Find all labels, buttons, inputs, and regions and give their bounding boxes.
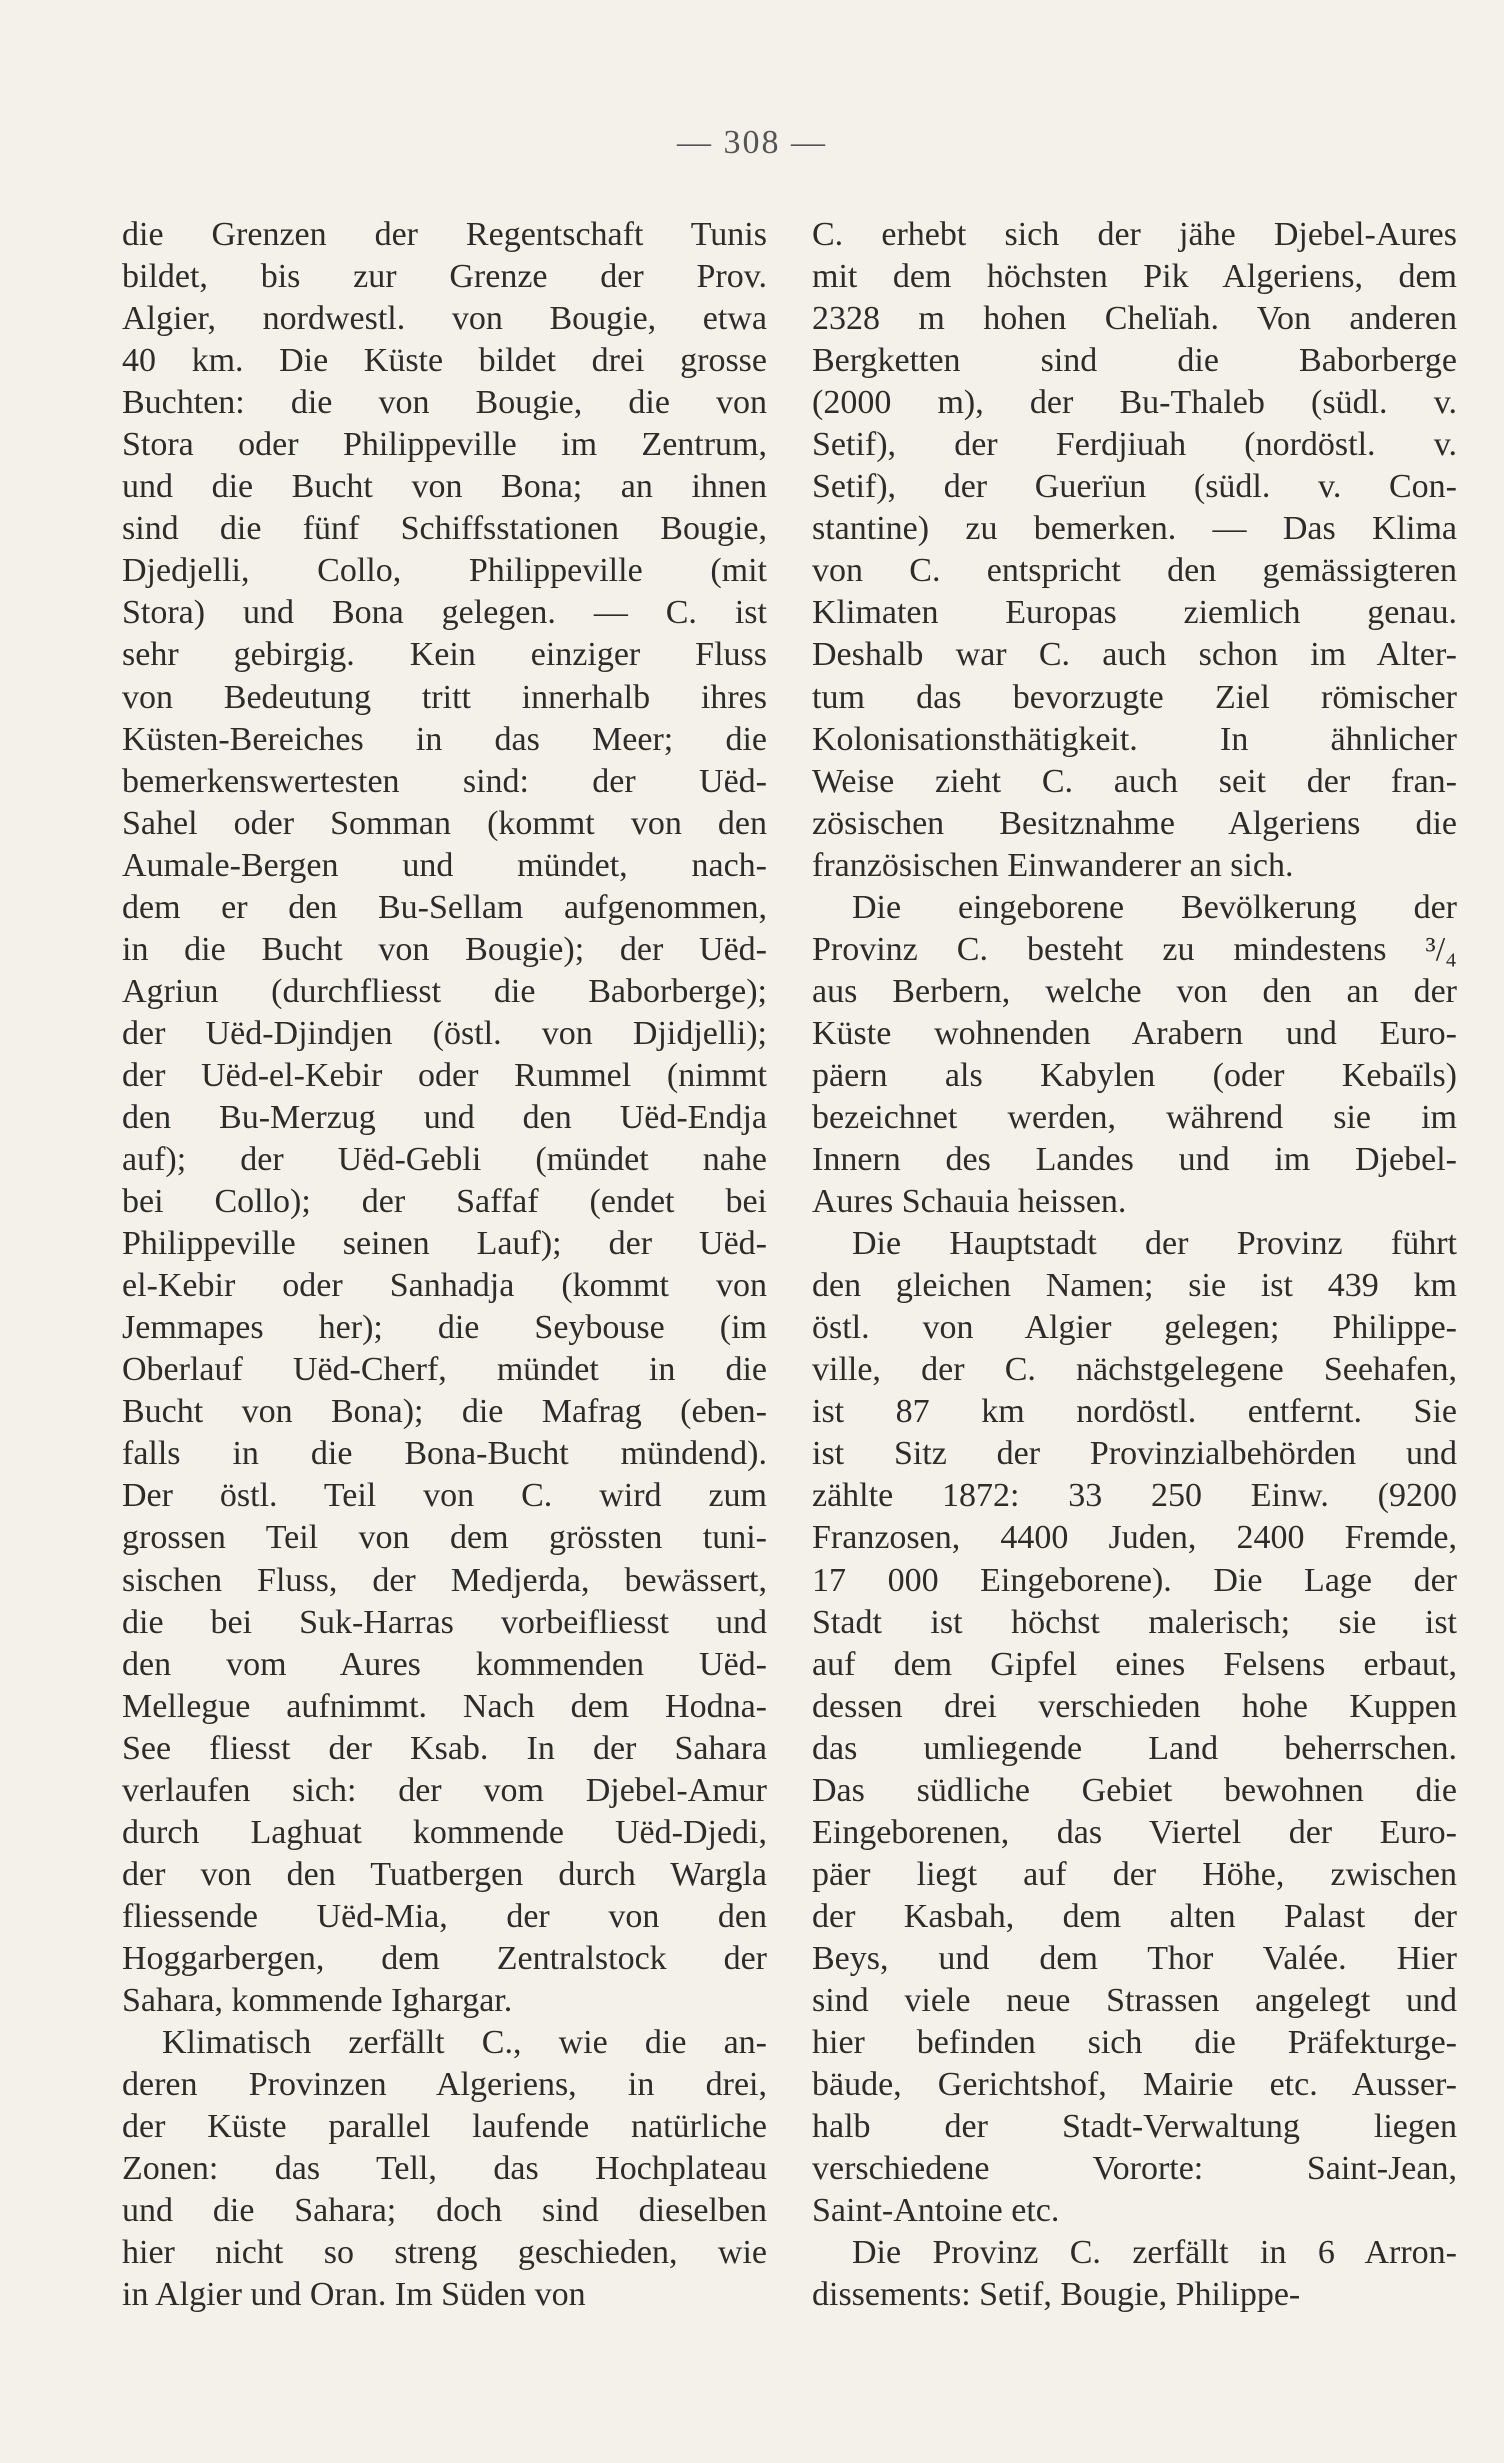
text-line: sind die fünf Schiffsstationen Bougie, [122, 510, 767, 548]
text-line: bildet, bis zur Grenze der Prov. [122, 258, 767, 296]
text-line: el-Kebir oder Sanhadja (kommt von [122, 1267, 767, 1305]
text-line: Das südliche Gebiet bewohnen die [812, 1771, 1457, 1809]
text-line: bezeichnet werden, während sie im [812, 1098, 1457, 1136]
text-line: Sahel oder Somman (kommt von den [122, 804, 767, 842]
text-line: Zonen: das Tell, das Hochplateau [122, 2150, 767, 2188]
text-line: Philippeville seinen Lauf); der Uëd- [122, 1225, 767, 1263]
text-line: Aures Schauia heissen. [812, 1183, 1127, 1221]
text-line: das umliegende Land beherrschen. [812, 1729, 1457, 1767]
text-line: deren Provinzen Algeriens, in drei, [122, 2066, 767, 2104]
text-line: hier nicht so streng geschieden, wie [122, 2234, 767, 2272]
text-line: ville, der C. nächstgelegene Seehafen, [812, 1351, 1457, 1389]
text-line: französischen Einwanderer an sich. [812, 846, 1294, 884]
text-line: den Bu-Merzug und den Uëd-Endja [122, 1098, 767, 1136]
text-line: Stadt ist höchst malerisch; sie ist [812, 1603, 1457, 1641]
text-line: Klimaten Europas ziemlich genau. [812, 594, 1457, 632]
text-line: Oberlauf Uëd-Cherf, mündet in die [122, 1351, 767, 1389]
text-line: der Küste parallel laufende natürliche [122, 2108, 767, 2146]
text-line: auf); der Uëd-Gebli (mündet nahe [122, 1141, 767, 1179]
text-line: Franzosen, 4400 Juden, 2400 Fremde, [812, 1519, 1457, 1557]
text-line: bemerkenswertesten sind: der Uëd- [122, 762, 767, 800]
text-line: Bergketten sind die Baborberge [812, 342, 1457, 380]
text-line: zählte 1872: 33 250 Einw. (9200 [812, 1477, 1457, 1515]
text-line: hier befinden sich die Präfekturge- [812, 2024, 1457, 2062]
text-line: der von den Tuatbergen durch Wargla [122, 1855, 767, 1893]
text-line: ist 87 km nordöstl. entfernt. Sie [812, 1393, 1457, 1431]
text-line: Mellegue aufnimmt. Nach dem Hodna- [122, 1687, 767, 1725]
text-line: ist Sitz der Provinzialbehörden und [812, 1435, 1457, 1473]
text-line: in die Bucht von Bougie); der Uëd- [122, 930, 767, 968]
text-line: tum das bevorzugte Ziel römischer [812, 678, 1457, 716]
text-line: Bucht von Bona); die Mafrag (eben- [122, 1393, 767, 1431]
text-line: 17 000 Eingeborene). Die Lage der [812, 1561, 1457, 1599]
text-line: 40 km. Die Küste bildet drei grosse [122, 342, 767, 380]
text-line: dessen drei verschieden hohe Kuppen [812, 1687, 1457, 1725]
text-line: Küste wohnenden Arabern und Euro- [812, 1014, 1457, 1052]
text-line: Der östl. Teil von C. wird zum [122, 1477, 767, 1515]
text-line: sischen Fluss, der Medjerda, bewässert, [122, 1561, 767, 1599]
text-line: päern als Kabylen (oder Kebaïls) [812, 1056, 1457, 1094]
text-line: verlaufen sich: der vom Djebel-Amur [122, 1771, 767, 1809]
text-line: Innern des Landes und im Djebel- [812, 1141, 1457, 1179]
text-line: Agriun (durchfliesst die Baborberge); [122, 972, 767, 1010]
text-line: Eingeborenen, das Viertel der Euro- [812, 1813, 1457, 1851]
text-line: sehr gebirgig. Kein einziger Fluss [122, 636, 767, 674]
page-number: — 308 — [677, 124, 827, 161]
text-line: die bei Suk-Harras vorbeifliesst und [122, 1603, 767, 1641]
text-line: Setif), der Ferdjiuah (nordöstl. v. [812, 426, 1457, 464]
text-line: 2328 m hohen Chelïah. Von anderen [812, 300, 1457, 338]
text-line: fliessende Uëd-Mia, der von den [122, 1897, 767, 1935]
text-line: Provinz C. besteht zu mindestens ³/₄ [812, 930, 1457, 968]
text-line: grossen Teil von dem grössten tuni- [122, 1519, 767, 1557]
text-line: Klimatisch zerfällt C., wie die an- [162, 2024, 767, 2062]
text-line: dem er den Bu-Sellam aufgenommen, [122, 888, 767, 926]
text-line: und die Sahara; doch sind dieselben [122, 2192, 767, 2230]
text-line: halb der Stadt-Verwaltung liegen [812, 2108, 1457, 2146]
text-line: Sahara, kommende Ighargar. [122, 1981, 513, 2019]
text-line: Hoggarbergen, dem Zentralstock der [122, 1939, 767, 1977]
text-line: der Uëd-el-Kebir oder Rummel (nimmt [122, 1056, 767, 1094]
text-line: den vom Aures kommenden Uëd- [122, 1645, 767, 1683]
text-line: Deshalb war C. auch schon im Alter- [812, 636, 1457, 674]
text-line: stantine) zu bemerken. — Das Klima [812, 510, 1457, 548]
text-line: Algier, nordwestl. von Bougie, etwa [122, 300, 767, 338]
text-line: und die Bucht von Bona; an ihnen [122, 468, 767, 506]
text-line: bei Collo); der Saffaf (endet bei [122, 1183, 767, 1221]
text-line: Saint-Antoine etc. [812, 2192, 1060, 2230]
text-line: Aumale-Bergen und mündet, nach- [122, 846, 767, 884]
text-line: der Kasbah, dem alten Palast der [812, 1897, 1457, 1935]
text-line: Stora oder Philippeville im Zentrum, [122, 426, 767, 464]
right-column [812, 214, 1457, 2316]
text-line: von C. entspricht den gemässigteren [812, 552, 1457, 590]
text-line: Kolonisationsthätigkeit. In ähnlicher [812, 720, 1457, 758]
text-line: dissements: Setif, Bougie, Philippe- [812, 2276, 1301, 2314]
text-line: bäude, Gerichtshof, Mairie etc. Ausser- [812, 2066, 1457, 2104]
text-line: aus Berbern, welche von den an der [812, 972, 1457, 1010]
text-line: Djedjelli, Collo, Philippeville (mit [122, 552, 767, 590]
text-line: von Bedeutung tritt innerhalb ihres [122, 678, 767, 716]
text-line: durch Laghuat kommende Uëd-Djedi, [122, 1813, 767, 1851]
text-line: die Grenzen der Regentschaft Tunis [122, 216, 767, 253]
text-line: Küsten-Bereiches in das Meer; die [122, 720, 767, 758]
text-line: Weise zieht C. auch seit der fran- [812, 762, 1457, 800]
text-line: falls in die Bona-Bucht mündend). [122, 1435, 767, 1473]
text-line: See fliesst der Ksab. In der Sahara [122, 1729, 767, 1767]
text-line: (2000 m), der Bu-Thaleb (südl. v. [812, 384, 1457, 422]
text-line: östl. von Algier gelegen; Philippe- [812, 1309, 1457, 1347]
text-line: päer liegt auf der Höhe, zwischen [812, 1855, 1457, 1893]
text-line: mit dem höchsten Pik Algeriens, dem [812, 258, 1457, 296]
text-line: Buchten: die von Bougie, die von [122, 384, 767, 422]
text-line: C. erhebt sich der jähe Djebel-Aures [812, 216, 1457, 253]
text-line: Stora) und Bona gelegen. — C. ist [122, 594, 767, 632]
text-line: in Algier und Oran. Im Süden von [122, 2276, 586, 2314]
text-line: zösischen Besitznahme Algeriens die [812, 804, 1457, 842]
text-line: Die eingeborene Bevölkerung der [852, 888, 1457, 926]
text-line: Setif), der Guerïun (südl. v. Con- [812, 468, 1457, 506]
text-line: der Uëd-Djindjen (östl. von Djidjelli); [122, 1014, 767, 1052]
text-line: Die Hauptstadt der Provinz führt [852, 1225, 1457, 1263]
text-line: auf dem Gipfel eines Felsens erbaut, [812, 1645, 1457, 1683]
text-line: Jemmapes her); die Seybouse (im [122, 1309, 767, 1347]
text-line: den gleichen Namen; sie ist 439 km [812, 1267, 1457, 1305]
left-column [122, 214, 767, 2316]
text-line: sind viele neue Strassen angelegt und [812, 1981, 1457, 2019]
text-line: Die Provinz C. zerfällt in 6 Arron- [852, 2234, 1457, 2272]
text-line: Beys, und dem Thor Valée. Hier [812, 1939, 1457, 1977]
text-line: verschiedene Vororte: Saint-Jean, [812, 2150, 1457, 2188]
